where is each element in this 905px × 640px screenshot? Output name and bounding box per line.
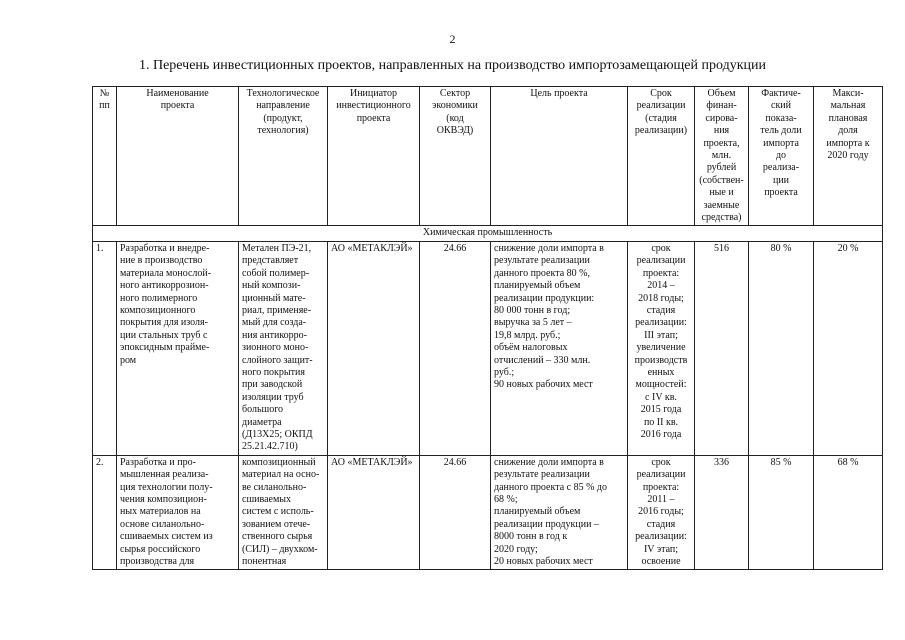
header-sector: Сектор экономики (код ОКВЭД) [420,87,491,226]
header-max-share: Макси- мальная плановая доля импорта к 2020 году [814,87,883,226]
table-row [93,455,883,570]
row-num: 1. [93,241,117,455]
document-title: 1. Перечень инвестиционных проектов, направленных на производство импортозамещающей продукции [138,58,767,73]
page-number: 2 [449,32,456,46]
header-name: Наименование проекта [117,87,239,226]
sector-row [93,226,883,241]
row-tech: композиционный материал на осно- ве силанольно- сшиваемых систем с исполь- зованием отече- ственного сырья (СИЛ) – двухком- понентная [239,455,328,570]
table-row [93,241,883,455]
row-funding: 336 [695,455,749,570]
row-max-share: 20 % [814,241,883,455]
row-name: Разработка и про- мышленная реализа- ция технологии полу- чения композицион- ных материалов на основе силанольно- сшиваемых систем из сырья российского производства для [117,455,239,570]
row-initiator: АО «МЕТАКЛЭЙ» [328,455,420,570]
header-num: № пп [93,87,117,226]
row-sector-code: 24.66 [420,241,491,455]
row-actual-share: 85 % [749,455,814,570]
row-sector-code: 24.66 [420,455,491,570]
row-term: срок реализации проекта: 2014 – 2018 годы; стадия реализации: III этап; увеличение производств енных мощностей: с IV кв. 2015 года по II кв. 2016 года [628,241,695,455]
row-funding: 516 [695,241,749,455]
header-term: Срок реализации (стадия реализации) [628,87,695,226]
row-initiator: АО «МЕТАКЛЭЙ» [328,241,420,455]
row-num: 2. [93,455,117,570]
investment-projects-table [92,86,883,570]
header-funding: Объем финан- сирова- ния проекта, млн. рублей (собствен- ные и заемные средства) [695,87,749,226]
header-initiator: Инициатор инвестиционного проекта [328,87,420,226]
row-name: Разработка и внедре- ние в производство материала монослой- ного антикоррозион- ного полимерного композиционного покрытия для изоля- ции стальных труб с эпоксидным праймe- ром [117,241,239,455]
header-actual-share: Фактиче- ский показа- тель доли импорта до реализа- ции проекта [749,87,814,226]
row-tech: Метален ПЭ-21, представляет собой полимер- ный компози- ционный мате- риал, применяе- мый для созда- ния антикорро- зионного моно- слойного защит- ного покрытия при заводской изоляции труб большого диаметра (Д13Х25; ОКПД 25.21.42.710) [239,241,328,455]
row-goal: снижение доли импорта в результате реализации данного проекта с 85 % до 68 %; планируемый объем реализации продукции – 8000 тонн в год к 2020 году; 20 новых рабочих мест [491,455,628,570]
row-max-share: 68 % [814,455,883,570]
sector-label: Химическая промышленность [93,226,883,241]
row-term: срок реализации проекта: 2011 – 2016 годы; стадия реализации: IV этап; освоение [628,455,695,570]
header-tech: Технологическое направление (продукт, технология) [239,87,328,226]
row-actual-share: 80 % [749,241,814,455]
row-goal: снижение доли импорта в результате реализации данного проекта 80 %, планируемый объем реализации продукции: 80 000 тонн в год; выручка за 5 лет – 19,8 млрд. руб.; объём налоговых отчислений – 330 млн. руб.; 90 новых рабочих мест [491,241,628,455]
header-row [93,87,883,226]
header-goal: Цель проекта [491,87,628,226]
